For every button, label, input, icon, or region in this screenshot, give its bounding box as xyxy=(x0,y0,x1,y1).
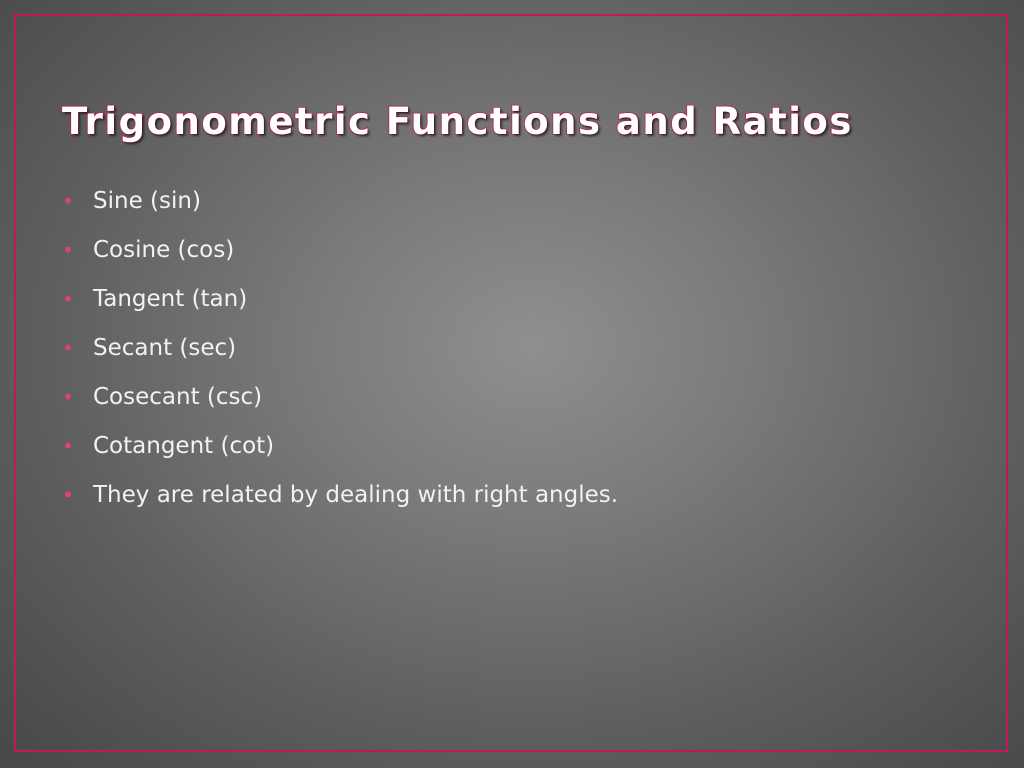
bullet-list xyxy=(60,188,618,531)
bullet-icon: • xyxy=(62,336,74,360)
bullet-text: Cosecant (csc) xyxy=(93,384,263,410)
list-item-cosine xyxy=(60,237,618,286)
bullet-text: Sine (sin) xyxy=(93,188,201,214)
bullet-text: Cotangent (cot) xyxy=(93,433,275,459)
bullet-text: Secant (sec) xyxy=(93,335,237,361)
bullet-icon: • xyxy=(62,434,74,458)
bullet-icon: • xyxy=(62,238,74,262)
list-item-tangent xyxy=(60,286,618,335)
bullet-text: Tangent (tan) xyxy=(93,286,248,312)
slide-title: Trigonometric Functions and Ratios xyxy=(62,100,853,143)
bullet-icon: • xyxy=(62,287,74,311)
list-item-sine xyxy=(60,188,618,237)
list-item-cosecant xyxy=(60,384,618,433)
bullet-text: They are related by dealing with right angles. xyxy=(93,482,619,508)
bullet-icon: • xyxy=(62,483,74,507)
bullet-icon: • xyxy=(62,189,74,213)
list-item-cotangent xyxy=(60,433,618,482)
bullet-text: Cosine (cos) xyxy=(93,237,235,263)
bullet-icon: • xyxy=(62,385,74,409)
list-item-related xyxy=(60,482,618,531)
list-item-secant xyxy=(60,335,618,384)
